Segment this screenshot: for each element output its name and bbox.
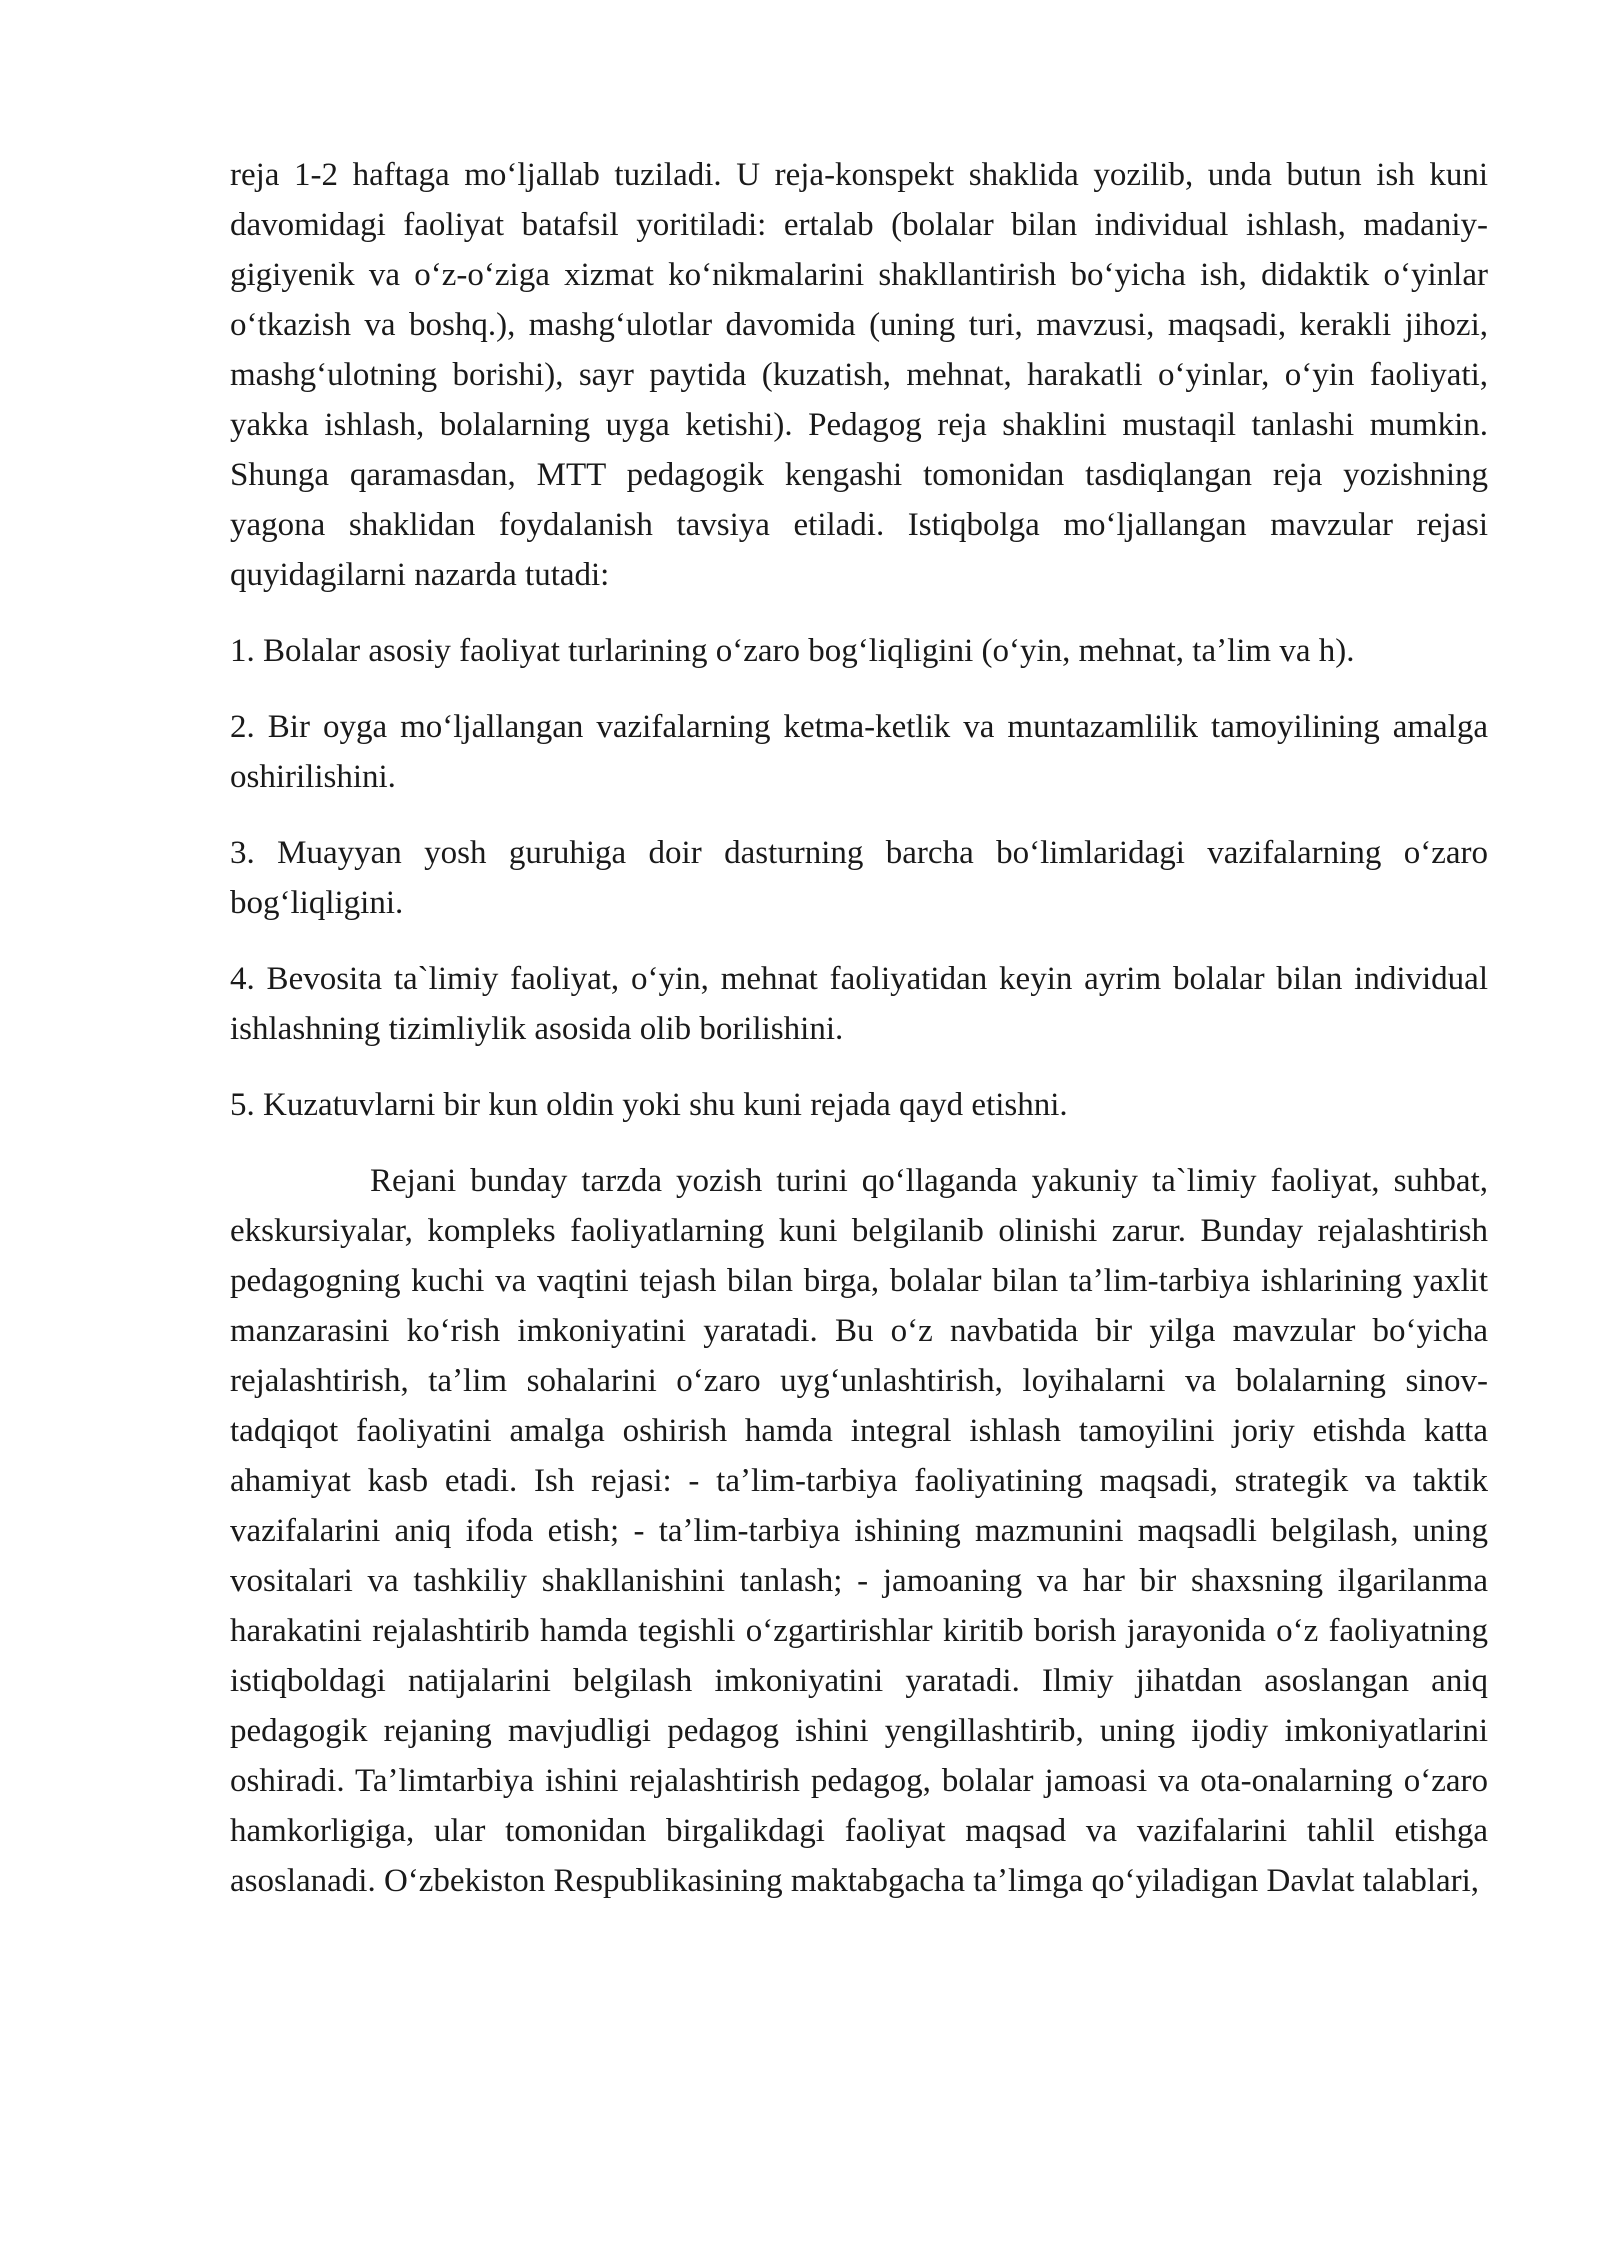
document-body <box>230 150 1488 1932</box>
paragraph-plan-description: reja 1-2 haftaga moʻljallab tuziladi. U reja-konspekt shaklida yozilib, unda butun ish kuni davomidagi faoliyat batafsil yoritiladi: ertalab (bolalar bilan individual ishlash, madaniy-gigiyenik va oʻz-oʻziga xizmat koʻnikmalarini shakllantirish boʻyicha ish, didaktik oʻyinlar oʻtkazish va boshq.), mashgʻulotlar davomida (uning turi, mavzusi, maqsadi, kerakli jihozi, mashgʻulotning borishi), sayr paytida (kuzatish, mehnat, harakatli oʻyinlar, oʻyin faoliyati, yakka ishlash, bolalarning uyga ketishi). Pedagog reja shaklini mustaqil tanlashi mumkin. Shunga qaramasdan, MTT pedagogik kengashi tomonidan tasdiqlangan reja yozishning yagona shaklidan foydalanish tavsiya etiladi. Istiqbolga moʻljallangan mavzular rejasi quyidagilarni nazarda tutadi: <box>230 157 1488 593</box>
list-item-1: 1. Bolalar asosiy faoliyat turlarining oʻzaro bogʻliqligini (oʻyin, mehnat, taʼlim va h). <box>230 633 1355 669</box>
list-item-2: 2. Bir oyga moʻljallangan vazifalarning ketma-ketlik va muntazamlilik tamoyilining amalga oshirilishini. <box>230 709 1488 795</box>
paragraph-planning-benefits: Rejani bunday tarzda yozish turini qoʻllaganda yakuniy ta`limiy faoliyat, suhbat, ekskursiyalar, kompleks faoliyatlarning kuni belgilanib olinishi zarur. Bunday rejalashtirish pedagogning kuchi va vaqtini tejash bilan birga, bolalar bilan taʼlim-tarbiya ishlarining yaxlit manzarasini koʻrish imkoniyatini yaratadi. Bu oʻz navbatida bir yilga mavzular boʻyicha rejalashtirish, taʼlim sohalarini oʻzaro uygʻunlashtirish, loyihalarni va bolalarning sinov-tadqiqot faoliyatini amalga oshirish hamda integral ishlash tamoyilini joriy etishda katta ahamiyat kasb etadi. Ish rejasi: - taʼlim-tarbiya faoliyatining maqsadi, strategik va taktik vazifalarini aniq ifoda etish; - taʼlim-tarbiya ishining mazmunini maqsadli belgilash, uning vositalari va tashkiliy shakllanishini tanlash; - jamoaning va har bir shaxsning ilgarilanma harakatini rejalashtirib hamda tegishli oʻzgartirishlar kiritib borish jarayonida oʻz faoliyatning istiqboldagi natijalarini belgilash imkoniyatini yaratadi. Ilmiy jihatdan asoslangan aniq pedagogik rejaning mavjudligi pedagog ishini yengillashtirib, uning ijodiy imkoniyatlarini oshiradi. Taʼlimtarbiya ishini rejalashtirish pedagog, bolalar jamoasi va ota-onalarning oʻzaro hamkorligiga, ular tomonidan birgalikdagi faoliyat maqsad va vazifalarini tahlil etishga asoslanadi. Oʻzbekiston Respublikasining maktabgacha taʼlimga qoʻyiladigan Davlat talablari, <box>230 1163 1488 1899</box>
list-item-4: 4. Bevosita ta`limiy faoliyat, oʻyin, mehnat faoliyatidan keyin ayrim bolalar bilan individual ishlashning tizimliylik asosida olib borilishini. <box>230 961 1488 1047</box>
list-item-3: 3. Muayyan yosh guruhiga doir dasturning barcha boʻlimlaridagi vazifalarning oʻzaro bogʻliqligini. <box>230 835 1488 921</box>
list-item-5: 5. Kuzatuvlarni bir kun oldin yoki shu kuni rejada qayd etishni. <box>230 1087 1068 1123</box>
